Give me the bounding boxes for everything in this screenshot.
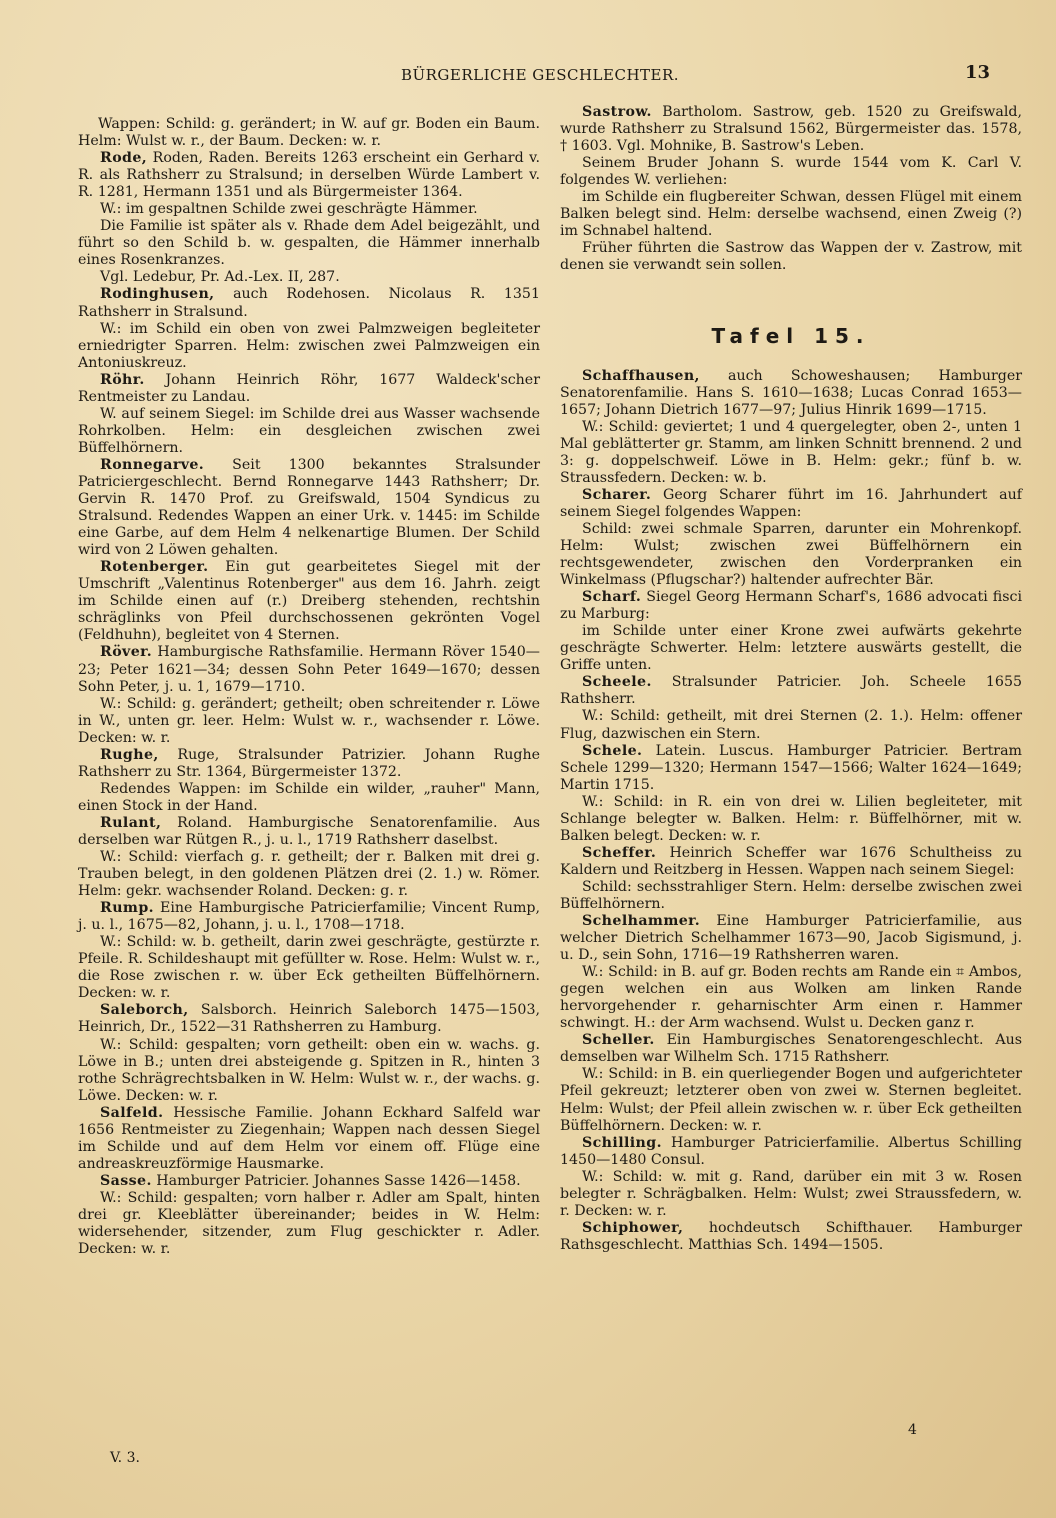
entry-text: Siegel Georg Hermann Scharf's, 1686 advocati fisci zu Marburg: <box>560 589 1022 623</box>
paragraph: W.: Schild: geviertet; 1 und 4 quergelegter, oben 2-, unten 1 Mal geblätterter gr. Stamm, am linken Schnitt brennend. 2 und 3: g. doppelschweif. Löwe in B. Helm: gekr.; fünf b. w. Straussfedern. Decken: w. b. <box>560 418 1022 486</box>
entry-keyword: Schiphower, <box>582 1219 684 1236</box>
paragraph: W.: Schild: in B. auf gr. Boden rechts am Rande ein ⌗ Ambos, gegen welchen ein aus Wolken am linken Rande hervorgehender r. geharnischter Arm einen r. Hammer schwingt. H.: der Arm wachsend. Wulst u. Decken ganz r. <box>560 964 1022 1032</box>
entry-text: Johann Heinrich Röhr, 1677 Waldeck'scher Rentmeister zu Landau. <box>78 371 540 405</box>
entry-scheller <box>560 1032 1022 1066</box>
entry-text: Ein Hamburgisches Senatorengeschlecht. Aus demselben war Wilhelm Sch. 1715 Rathsherr. <box>560 1032 1022 1066</box>
entry-roehr <box>78 372 540 406</box>
entry-schelhammer <box>560 913 1022 964</box>
paragraph: W.: im Schild ein oben von zwei Palmzweigen begleiteter erniedrigter Sparren. Helm: zwischen zwei Palmzweigen ein Antoniuskreuz. <box>78 320 540 371</box>
paragraph: Schild: sechsstrahliger Stern. Helm: derselbe zwischen zwei Büffelhörnern. <box>560 878 1022 912</box>
running-head: BÜRGERLICHE GESCHLECHTER. <box>400 66 680 84</box>
entry-scharf <box>560 589 1022 623</box>
paragraph: W.: Schild: in R. ein von drei w. Lilien begleiteter, mit Schlange belegter w. Balken. Helm: r. Büffelhörner, mit w. Balken belegt. Decken: w. r. <box>560 793 1022 844</box>
entry-keyword: Saleborch, <box>100 1002 189 1019</box>
entry-text: Bartholom. Sastrow, geb. 1520 zu Greifswald, wurde Rathsherr zu Stralsund 1562, Bürgermeister das. 1578, † 1603. Vgl. Mohnike, B. Sastrow's Leben. <box>560 104 1022 155</box>
entry-keyword: Rode, <box>100 150 148 167</box>
entry-keyword: Scheele. <box>582 674 652 691</box>
entry-roever <box>78 644 540 695</box>
paragraph: W.: Schild: w. b. getheilt, darin zwei geschrägte, gestürzte r. Pfeile. R. Schildeshaupt mit gefüllter w. Rose. Helm: Wulst w. r., die Rose zwischen r. w. über Eck getheilten Büffelhörnern. Decken: w. r. <box>78 934 540 1002</box>
entry-keyword: Scheffer. <box>582 844 657 861</box>
entry-keyword: Rulant, <box>100 814 162 831</box>
entry-schilling <box>560 1135 1022 1169</box>
paragraph: Schild: zwei schmale Sparren, darunter ein Mohrenkopf. Helm: Wulst; zwischen zwei Büffelhörnern ein rechtsgewendeter, zwischen den Vorderpranken ein Winkelmass (Pflugschar?) haltender aufrechter Bär. <box>560 520 1022 589</box>
signature-mark: 4 <box>908 1422 917 1438</box>
entry-keyword: Rodinghusen, <box>100 286 215 303</box>
left-column <box>78 116 540 1258</box>
entry-text: auch Schoweshausen; Hamburger Senatorenfamilie. Hans S. 1610—1638; Lucas Conrad 1653—1657; Johann Dietrich 1677—97; Julius Hinrik 1699—1715. <box>560 367 1022 418</box>
entry-text: Salsborch. Heinrich Saleborch 1475—1503, Heinrich, Dr., 1522—31 Rathsherren zu Hamburg. <box>78 1002 540 1036</box>
paragraph: W.: im gespaltnen Schilde zwei geschrägte Hämmer. <box>100 201 478 218</box>
entry-keyword: Schilling. <box>582 1134 662 1151</box>
entry-schiphower <box>560 1220 1022 1254</box>
paragraph: Früher führten die Sastrow das Wappen der v. Zastrow, mit denen sie verwandt sein sollen. <box>560 240 1022 274</box>
paragraph: im Schilde ein flugbereiter Schwan, dessen Flügel mit einem Balken belegt sind. Helm: derselbe wachsend, einen Zweig (?) im Schnabel haltend. <box>560 189 1022 240</box>
entry-schele <box>560 743 1022 794</box>
paragraph: W.: Schild: gespalten; vorn getheilt: oben ein w. wachs. g. Löwe in B.; unten drei absteigende g. Spitzen in R., hinten 3 rothe Schrägrechtsbalken in W. Helm: Wulst w. r., der wachs. g. Löwe. Decken: w. r. <box>78 1036 540 1104</box>
entry-text: auch Rodehosen. Nicolaus R. 1351 Rathsherr in Stralsund. <box>78 286 540 320</box>
entry-text: Georg Scharer führt im 16. Jahrhundert auf seinem Siegel folgendes Wappen: <box>560 486 1022 520</box>
entry-keyword: Rump. <box>100 900 154 917</box>
entry-text: Hamburger Patricier. Johannes Sasse 1426—1458. <box>151 1172 521 1189</box>
paragraph: W.: Schild: w. mit g. Rand, darüber ein mit 3 w. Rosen belegter r. Schrägbalken. Helm: Wulst; zwei Straussfedern, w. r. Decken: w. r. <box>560 1168 1022 1219</box>
entry-keyword: Rughe, <box>100 746 159 763</box>
entry-rode <box>78 150 540 201</box>
paragraph: Vgl. Ledebur, Pr. Ad.-Lex. II, 287. <box>100 269 340 286</box>
entry-keyword: Scheller. <box>582 1032 655 1049</box>
entry-text: Eine Hamburger Patricierfamilie, aus welcher Dietrich Schelhammer 1673—90, Jacob Sigismund, j. u. D., sein Sohn, 1716—19 Rathsherren waren. <box>560 913 1022 964</box>
entry-keyword: Salfeld. <box>100 1104 164 1121</box>
entry-text: hochdeutsch Schifthauer. Hamburger Rathsgeschlecht. Matthias Sch. 1494—1505. <box>560 1219 1022 1253</box>
entry-ronnegarve <box>78 457 540 559</box>
entry-keyword: Scharer. <box>582 486 652 503</box>
right-column <box>560 104 1022 1254</box>
entry-rodinghusen <box>78 286 540 320</box>
entry-keyword: Scharf. <box>582 589 642 606</box>
entry-keyword: Schele. <box>582 742 643 759</box>
entry-text: Roland. Hamburgische Senatorenfamilie. Aus derselben war Rütgen R., j. u. l., 1719 Rathsherr daselbst. <box>78 814 540 848</box>
paragraph: Redendes Wappen: im Schilde ein wilder, „rauher" Mann, einen Stock in der Hand. <box>78 780 540 814</box>
section-title: Tafel 15. <box>711 324 871 349</box>
entry-text: Hessische Familie. Johann Eckhard Salfeld war 1656 Rentmeister zu Ziegenhain; Wappen nach dessen Siegel im Schilde und auf dem Helm vor einem off. Flüge eine andreaskreuzförmige Hausmarke. <box>78 1104 540 1172</box>
entry-scharer <box>560 487 1022 521</box>
entry-keyword: Schaffhausen, <box>582 367 700 384</box>
entry-keyword: Ronnegarve. <box>100 456 205 473</box>
entry-keyword: Rotenberger. <box>100 559 209 576</box>
paragraph: W.: Schild: gespalten; vorn halber r. Adler am Spalt, hinten drei gr. Kleeblätter übereinander; beides in W. Helm: widersehender, sitzender, zum Flug geschickter r. Adler. Decken: w. r. <box>78 1189 540 1258</box>
entry-text: Latein. Luscus. Hamburger Patricier. Bertram Schele 1299—1320; Hermann 1547—1566; Walter 1624—1649; Martin 1715. <box>560 742 1022 793</box>
paragraph: W. auf seinem Siegel: im Schilde drei aus Wasser wachsende Rohrkolben. Helm: ein desgleichen zwischen zwei Büffelhörnern. <box>78 405 540 456</box>
entry-text: Roden, Raden. Bereits 1263 erscheint ein Gerhard v. R. als Rathsherr zu Stralsund; in derselben Würde Lambert v. R. 1281, Hermann 1351 und als Bürgermeister 1364. <box>78 150 540 201</box>
entry-keyword: Röhr. <box>100 371 145 388</box>
entry-rulant <box>78 815 540 849</box>
entry-rughe <box>78 747 540 781</box>
entry-text: Hamburger Patricierfamilie. Albertus Schilling 1450—1480 Consul. <box>560 1134 1022 1168</box>
paragraph: W.: Schild: vierfach g. r. getheilt; der r. Balken mit drei g. Trauben belegt, in den goldenen Plätzen drei (2. 1.) w. Römer. Helm: gekr. wachsender Roland. Decken: g. r. <box>78 849 540 900</box>
entry-keyword: Sastrow. <box>582 104 652 120</box>
page-number: 13 <box>964 62 990 83</box>
signature-mark: V. 3. <box>110 1450 140 1466</box>
entry-sastrow <box>560 104 1022 155</box>
paragraph: W.: Schild: getheilt, mit drei Sternen (2. 1.). Helm: offener Flug, dazwischen ein Stern. <box>560 708 1022 742</box>
entry-text: Ein gut gearbeitetes Siegel mit der Umschrift „Valentinus Rotenberger" aus dem 16. Jahrh. zeigt im Schilde einen auf (r.) Dreiberg stehenden, rechtshin schräglinks von Pfeil durchschossenen gekrönten Vogel (Feldhuhn), begleitet von 4 Sternen. <box>78 559 540 644</box>
paragraph: W.: Schild: g. gerändert; getheilt; oben schreitender r. Löwe in W., unten gr. leer. Helm: Wulst w. r., wachsender r. Löwe. Decken: w. r. <box>78 695 540 746</box>
entry-salfeld <box>78 1105 540 1173</box>
paragraph: im Schilde unter einer Krone zwei aufwärts gekehrte geschrägte Schwerter. Helm: letztere auswärts gestellt, die Griffe unten. <box>560 623 1022 674</box>
entry-rotenberger <box>78 559 540 644</box>
entry-text: Ruge, Stralsunder Patrizier. Johann Rughe Rathsherr zu Str. 1364, Bürgermeister 1372. <box>78 746 540 780</box>
entry-text: Eine Hamburgische Patricierfamilie; Vincent Rump, j. u. l., 1675—82, Johann, j. u. l., 1708—1718. <box>78 900 540 934</box>
entry-text: Heinrich Scheffer war 1676 Schultheiss zu Kaldern und Reitzberg in Hessen. Wappen nach seinem Siegel: <box>560 844 1022 878</box>
entry-text: Seit 1300 bekanntes Stralsunder Patriciergeschlecht. Bernd Ronnegarve 1443 Rathsherr; Dr. Gervin R. 1470 Prof. zu Greifswald, 1504 Syndicus zu Stralsund. Redendes Wappen an einer Urk. v. 1445: im Schilde eine Garbe, auf dem Helm 4 nelkenartige Blumen. Der Schild wird von 2 Löwen gehalten. <box>78 456 540 559</box>
entry-sasse <box>78 1173 540 1190</box>
paragraph: Seinem Bruder Johann S. wurde 1544 vom K. Carl V. folgendes W. verliehen: <box>560 155 1022 189</box>
entry-rump <box>78 900 540 934</box>
entry-text: Stralsunder Patricier. Joh. Scheele 1655 Rathsherr. <box>560 674 1022 708</box>
paragraph: Die Familie ist später als v. Rhade dem Adel beigezählt, und führt so den Schild b. w. gespalten, die Hämmer innerhalb eines Rosenkranzes. <box>78 218 540 269</box>
entry-text: Hamburgische Rathsfamilie. Hermann Röver 1540—23; Peter 1621—34; dessen Sohn Peter 1649—1670; dessen Sohn Peter, j. u. 1, 1679—1710. <box>78 644 540 695</box>
entry-keyword: Schelhammer. <box>582 913 701 930</box>
entry-schaffhausen <box>560 368 1022 419</box>
entry-saleborch <box>78 1002 540 1036</box>
entry-keyword: Röver. <box>100 644 153 661</box>
entry-scheffer <box>560 845 1022 879</box>
paragraph: W.: Schild: in B. ein querliegender Bogen und aufgerichteter Pfeil gekreuzt; letzterer oben von zwei w. Sternen begleitet. Helm: Wulst; der Pfeil allein zwischen w. r. über Eck getheilten Büffelhörnern. Decken: w. r. <box>560 1066 1022 1134</box>
entry-keyword: Sasse. <box>100 1172 152 1189</box>
paragraph: Wappen: Schild: g. gerändert; in W. auf gr. Boden ein Baum. Helm: Wulst w. r., der Baum. Decken: w. r. <box>78 116 540 150</box>
entry-scheele <box>560 674 1022 708</box>
